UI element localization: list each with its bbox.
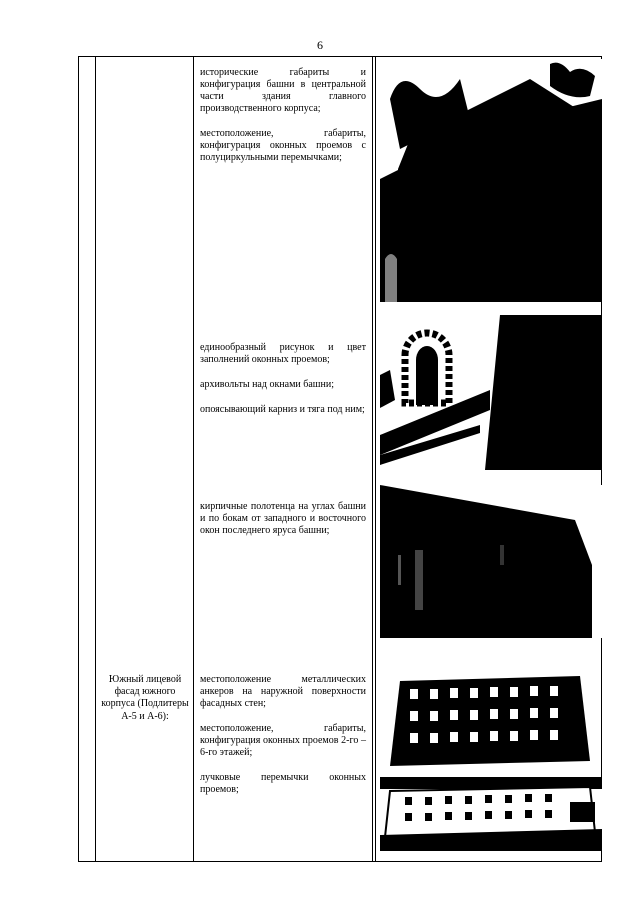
row2-paragraph-1: единообразный рисунок и цвет заполнений оконных проемов;: [200, 342, 366, 365]
row2-paragraph-3: опоясывающий карниз и тяга под ним;: [200, 404, 365, 415]
row1-description: [200, 67, 366, 177]
row4-description: [200, 674, 366, 809]
row2-description: [200, 342, 366, 429]
protection-subject-table: [78, 56, 602, 862]
column-divider-1: [95, 57, 96, 861]
column-divider-4: [375, 57, 376, 861]
column-divider-3: [372, 57, 373, 861]
tower-upper-tier-photo: [380, 485, 602, 638]
row4-paragraph-3: лучковые перемычки оконных проемов;: [200, 772, 366, 795]
row2-paragraph-2: архивольты над окнами башни;: [200, 379, 334, 390]
arched-window-photo: [380, 315, 602, 470]
row1-paragraph-1: исторические габариты и конфигурация башни в центральной части здания главного производственного корпуса;: [200, 67, 366, 114]
row3-paragraph-1: кирпичные полотенца на углах башни и по бокам от западного и восточного окон последнего яруса башни;: [200, 501, 366, 536]
row4-paragraph-2: местоположение, габариты, конфигурация оконных проемов 2-го – 6-го этажей;: [200, 723, 366, 758]
row1-paragraph-2: местоположение, габариты, конфигурация оконных проемов с полуциркульными перемычками;: [200, 128, 366, 163]
south-facade-photo-1: [385, 671, 597, 771]
south-facade-photo-2: [380, 777, 602, 851]
page-number: 6: [317, 38, 323, 52]
row4-paragraph-1: местоположение металлических анкеров на наружной поверхности фасадных стен;: [200, 674, 366, 709]
row4-subject: Южный лицевой фасад южного корпуса (Подлитеры А-5 и А-6):: [101, 674, 189, 722]
column-divider-2: [193, 57, 194, 861]
tower-photo: [380, 59, 602, 302]
row3-description: [200, 501, 366, 550]
